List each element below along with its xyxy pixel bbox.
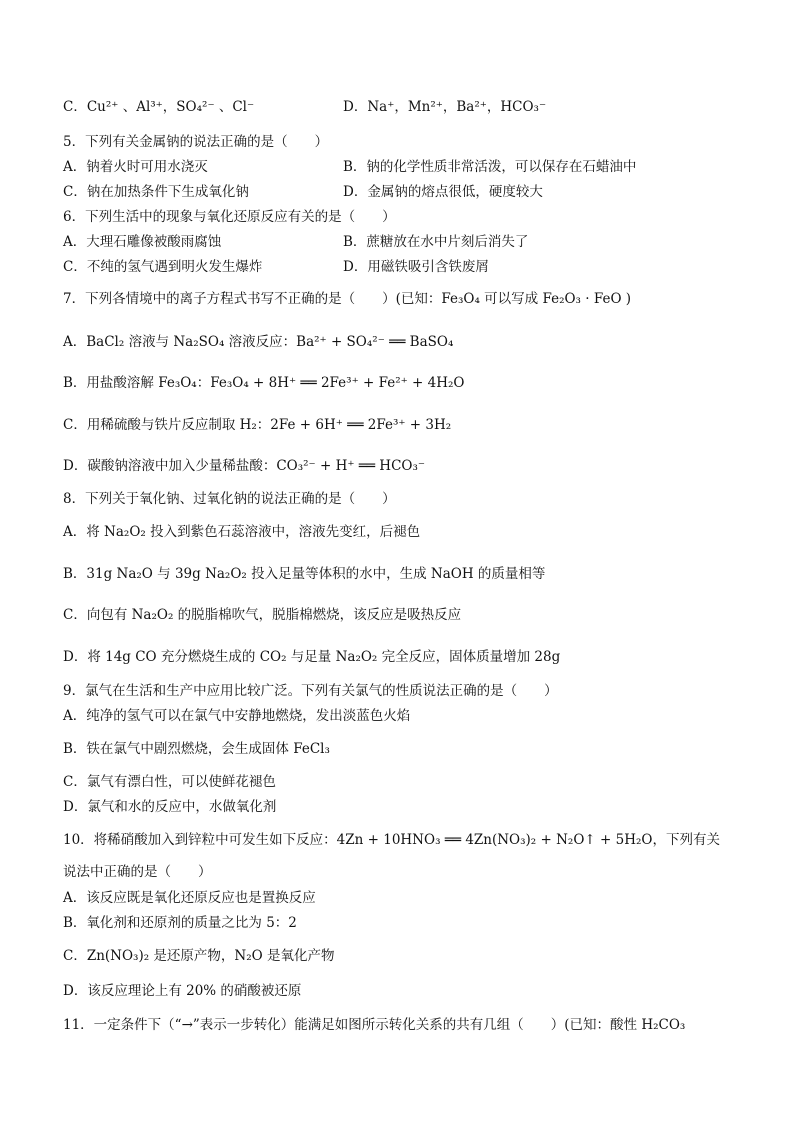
- q8-option-a: A．将 Na₂O₂ 投入到紫色石蕊溶液中，溶液先变红，后褪色: [63, 524, 421, 540]
- q6-option-d: D．用磁铁吸引含铁废屑: [343, 259, 489, 275]
- q6-stem: 6．下列生活中的现象与氧化还原反应有关的是（ ）: [63, 209, 396, 225]
- q7-option-c: C．用稀硫酸与铁片反应制取 H₂：2Fe + 6H⁺ ══ 2Fe³⁺ + 3H₂: [63, 417, 452, 433]
- q8-option-c: C．向包有 Na₂O₂ 的脱脂棉吹气，脱脂棉燃烧，该反应是吸热反应: [63, 607, 462, 623]
- q10-option-c: C．Zn(NO₃)₂ 是还原产物，N₂O 是氧化产物: [63, 948, 335, 964]
- q9-option-b: B．铁在氯气中剧烈燃烧，会生成固体 FeCl₃: [63, 741, 330, 757]
- q7-stem: 7．下列各情境中的离子方程式书写不正确的是（ ）(已知：Fe₃O₄ 可以写成 Fe₂O₃ · FeO ): [63, 291, 632, 307]
- q10-stem-line2: 说法中正确的是（ ）: [63, 864, 212, 880]
- q6-option-a: A．大理石雕像被酸雨腐蚀: [63, 234, 222, 250]
- q7-option-a: A．BaCl₂ 溶液与 Na₂SO₄ 溶液反应：Ba²⁺ + SO₄²⁻ ══ BaSO₄: [63, 334, 454, 350]
- q7-option-d: D．碳酸钠溶液中加入少量稀盐酸：CO₃²⁻ + H⁺ ══ HCO₃⁻: [63, 458, 426, 474]
- q6-option-b: B．蔗糖放在水中片刻后消失了: [343, 234, 529, 250]
- q10-option-b: B．氧化剂和还原剂的质量之比为 5：2: [63, 915, 297, 931]
- q9-stem: 9．氯气在生活和生产中应用比较广泛。下列有关氯气的性质说法正确的是（ ）: [63, 683, 558, 699]
- q9-option-d: D．氯气和水的反应中，水做氧化剂: [63, 799, 277, 815]
- q5-option-d: D．金属钠的熔点很低，硬度较大: [343, 184, 543, 200]
- q4-option-c: C．Cu²⁺ 、Al³⁺，SO₄²⁻ 、Cl⁻: [63, 99, 255, 115]
- q7-option-b: B．用盐酸溶解 Fe₃O₄：Fe₃O₄ + 8H⁺ ══ 2Fe³⁺ + Fe²⁺ + 4H₂O: [63, 375, 465, 391]
- q5-stem: 5．下列有关金属钠的说法正确的是（ ）: [63, 134, 329, 150]
- q10-option-a: A．该反应既是氧化还原反应也是置换反应: [63, 890, 316, 906]
- q8-stem: 8．下列关于氧化钠、过氧化钠的说法正确的是（ ）: [63, 491, 396, 507]
- q4-option-d: D．Na⁺，Mn²⁺，Ba²⁺，HCO₃⁻: [343, 99, 547, 115]
- q6-option-c: C．不纯的氢气遇到明火发生爆炸: [63, 259, 263, 275]
- q5-option-a: A．钠着火时可用水浇灭: [63, 159, 208, 175]
- q11-stem: 11．一定条件下（“→”表示一步转化）能满足如图所示转化关系的共有几组（ ）(已知：酸性 H₂CO₃: [63, 1017, 686, 1033]
- q10-stem-line1: 10．将稀硝酸加入到锌粒中可发生如下反应：4Zn + 10HNO₃ ══ 4Zn(NO₃)₂ + N₂O↑ + 5H₂O，下列有关: [63, 832, 720, 848]
- q8-option-d: D．将 14g CO 充分燃烧生成的 CO₂ 与足量 Na₂O₂ 完全反应，固体质量增加 28g: [63, 649, 561, 665]
- q9-option-c: C．氯气有漂白性，可以使鲜花褪色: [63, 774, 276, 790]
- q5-option-b: B．钠的化学性质非常活泼，可以保存在石蜡油中: [343, 159, 637, 175]
- q9-option-a: A．纯净的氢气可以在氯气中安静地燃烧，发出淡蓝色火焰: [63, 708, 411, 724]
- q8-option-b: B．31g Na₂O 与 39g Na₂O₂ 投入足量等体积的水中，生成 NaOH 的质量相等: [63, 566, 546, 582]
- q5-option-c: C．钠在加热条件下生成氧化钠: [63, 184, 249, 200]
- q10-option-d: D．该反应理论上有 20% 的硝酸被还原: [63, 983, 302, 999]
